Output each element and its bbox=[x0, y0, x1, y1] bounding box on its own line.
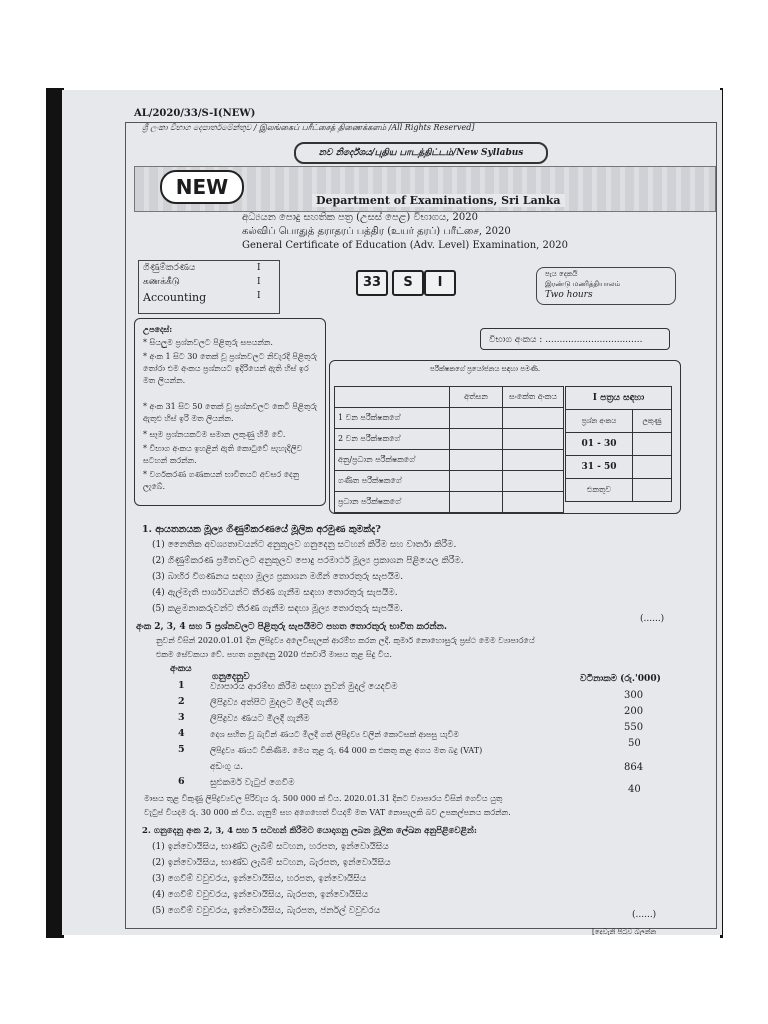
section-intro-2: එකම සේවකයා වේ. පහත ගනුදෙනු 2020 ජනවාරි මාසය තුළ සිදු විය. bbox=[156, 650, 392, 659]
q2-answer-blank: (......) bbox=[632, 910, 657, 920]
instructions-title: උපදෙස්: bbox=[143, 324, 173, 334]
subject-mark-3: I bbox=[257, 291, 261, 301]
txn-value: 300 bbox=[624, 690, 644, 701]
section-note-2: වැටුප් වියදම රු. 30 000 ක් විය. ගැනුම් සහ අගෙහෙත් වියදම් මත VAT නොසැලකි බව උපකල්පනය කරන්න. bbox=[144, 808, 511, 817]
syllabus-badge: නව නිර්දේශය/புதிய பாடத்திட்டம்/New Syllabus bbox=[294, 142, 548, 164]
q1-option: (5) කළමනාකරුවන්ට තීරණ ගැනීම සඳහා මූල්‍ය තොරතුරු සැපයීම. bbox=[152, 604, 403, 614]
instruction-item: * වර්ගකරණ ගණකයන් භාවිතයට අවසර දෙනු ලැබේ. bbox=[143, 470, 300, 491]
q2-option: (1) ඉන්වොයිසිය, භාණ්ඩ ලැබීම් සටහන, හරපත, ඉන්වොයිසිය bbox=[152, 842, 389, 852]
subject-mark-2: I bbox=[257, 277, 261, 287]
txn-value: 40 bbox=[628, 784, 641, 795]
subject-code-box: 33 bbox=[356, 270, 388, 296]
rights-line: ශ්‍රී ලංකා විභාග දෙපාර්තමේන්තුව / இலங்கைப் பரீட்சைத் திணைக்களம் /All Rights Reserved] bbox=[142, 123, 475, 132]
exam-title-tamil: கல்விப் பொதுத் தராதரப் பத்திர (உயர் தரப்) பரீட்சை, 2020 bbox=[242, 226, 511, 237]
instructions-box bbox=[134, 318, 326, 506]
txn-no: 3 bbox=[178, 712, 185, 723]
txn-value: 50 bbox=[628, 738, 641, 749]
new-badge: NEW bbox=[160, 170, 244, 204]
exam-title-english: General Certificate of Education (Adv. Level) Examination, 2020 bbox=[242, 240, 568, 251]
txn-value: 864 bbox=[624, 762, 644, 773]
exam-paper bbox=[62, 90, 722, 935]
subject-box bbox=[138, 260, 280, 314]
medium-code-box: S bbox=[392, 270, 424, 296]
section-heading: අංක 2, 3, 4 සහ 5 ප්‍රශ්නවලට පිළිතුරු සැපයීමට පහත තොරතුරු භාවිත කරන්න. bbox=[136, 622, 447, 632]
txn-text: ලිපිද්‍රව්‍ය ණයට විකිණීම. මෙය තුළ රු. 64 000 ක එකතු කළ අගය මත බදු (VAT) bbox=[210, 746, 483, 755]
part-row-range: 31 - 50 bbox=[566, 456, 633, 479]
part-row-range: 01 - 30 bbox=[566, 433, 633, 456]
part-col-marks: ලකුණු bbox=[633, 410, 672, 433]
txn-no: 5 bbox=[178, 744, 185, 755]
duration-tamil: இரண்டு மணித்தியாலம் bbox=[545, 280, 621, 288]
section-note-1: මාසය තුළ විකුණූ ලිපිද්‍රව්‍යවල පිරිවැය රු. 500 000 ක් විය. 2020.01.31 දිනට ව්‍යාපාරය විසින් ගෙවිය යුතු bbox=[144, 794, 503, 803]
examiner-row: ප්‍රධාන පරීක්ෂකගේ bbox=[335, 492, 450, 513]
txn-text: ව්‍යාපාරය ආරම්භ කිරීම සඳහා නුවන් මුදල් යෙදවීම bbox=[210, 682, 398, 692]
txn-text: සුළුකර්ම වැටුප් ගෙවීම bbox=[210, 778, 295, 788]
q1-option: (1) නෛතික අවශ්‍යතාවයන්ට අනුකූලව ගනුදෙනු සටහන් කිරීම සහ වාර්තා කිරීම. bbox=[152, 540, 457, 550]
txn-value: 200 bbox=[624, 706, 644, 717]
subject-english: Accounting bbox=[143, 291, 207, 304]
paper-code: AL/2020/33/S-I(NEW) bbox=[134, 108, 256, 119]
examiner-row: ගණිත පරීක්ෂකගේ bbox=[335, 471, 450, 492]
txn-text: ලිපිද්‍රව්‍ය ණයට මිලදී ගැනීම bbox=[210, 714, 310, 724]
q2-option: (4) ගෙවීම් වවුචරය, ඉන්වොයිසිය, බැරපත, ඉන්වොයිසිය bbox=[152, 890, 369, 900]
part-one-title: I පත්‍රය සඳහා bbox=[566, 387, 672, 410]
txn-text: දෙශ සහිත වූ බැවින් ණයට මිලදී ගත් ලිපිද්‍රව්‍ය වලින් කොටසක් ආපසු යැවීම bbox=[210, 730, 460, 739]
q1-option: (4) ඇල්මැති පාර්ශවයන්ට තීරණ ගැනීම සඳහා තොරතුරු සැපයීම. bbox=[152, 588, 398, 598]
index-number-box: විභාග අංකය : .................................. bbox=[480, 328, 670, 350]
txn-value: 550 bbox=[624, 722, 644, 733]
txn-text: අඩංගු ය. bbox=[210, 762, 244, 772]
txn-text: ලිපිද්‍රව්‍ය අත්පිට මුදලට මිලදී ගැනීම bbox=[210, 698, 339, 708]
txn-no: 4 bbox=[178, 728, 185, 739]
exam-title-sinhala: අධ්‍යයන පොදු සහතික පත්‍ර (උසස් පෙළ) විභාගය, 2020 bbox=[242, 212, 478, 223]
examiner-row: අනු/ප්‍රධාන පරීක්ෂකගේ bbox=[335, 450, 450, 471]
duration-sinhala: පැය දෙකයි bbox=[545, 270, 578, 278]
examiner-col-code: සංකේත අංකය bbox=[503, 387, 564, 408]
instruction-item: * සෑම ප්‍රශ්නයකටම සමාන ලකුණු හිමි වේ. bbox=[143, 430, 286, 439]
examiner-col-role bbox=[335, 387, 450, 408]
col-header-value: වටිනාකම (රු.'000) bbox=[580, 674, 661, 684]
q1-answer-blank: (......) bbox=[640, 614, 665, 624]
txn-no: 2 bbox=[178, 696, 185, 707]
index-number-label: විභාග අංකය : bbox=[489, 335, 543, 345]
q2-option: (5) ගෙවීම් වවුචරය, ඉන්වොයිසිය, බැරපත, ජර්නල් වවුචරය bbox=[152, 906, 381, 916]
txn-no: 1 bbox=[178, 680, 185, 691]
instruction-item: * අංක 1 සිට 30 තෙක් වූ ප්‍රශ්නවලට නිවැරදි පිළිතුරු තෝරා එම අංකය ප්‍රශ්නයට ඉදිරියෙන් ඇති හිස් ඉර මත ලියන්න. bbox=[143, 352, 318, 385]
q1-option: (3) බාහිර විගණනය සඳහා මූල්‍ය ප්‍රකාශන මගින් තොරතුරු සැපයීම. bbox=[152, 572, 404, 582]
instruction-item: * විභාග අංකය ඉහළින් ඇති කොටුවේ පැහැදිලිව සටහන් කරන්න. bbox=[143, 444, 303, 465]
duration-english: Two hours bbox=[545, 290, 593, 300]
question-1-stem: 1. ආයතනයක මූල්‍ය ගිණුම්කරණයේ මූලික අරමුණ කුමක්ද? bbox=[142, 524, 381, 535]
examiner-col-sign: අත්සන bbox=[450, 387, 503, 408]
col-header-no: අංකය bbox=[170, 664, 192, 674]
examiner-row: 1 වන පරීක්ෂකගේ bbox=[335, 408, 450, 429]
part-col-question: ප්‍රශ්න අංකය bbox=[566, 410, 633, 433]
question-2-stem: 2. ගනුදෙනු අංක 2, 3, 4 සහ 5 සටහන් කිරීමට යොදාගනු ලබන මූලික ලේඛන අනුපිළිවෙළින්: bbox=[142, 826, 477, 836]
subject-tamil: கணக்கீடு bbox=[143, 277, 180, 287]
next-page-note: [දෙවැනි පිටුව බලන්න bbox=[592, 928, 657, 935]
instruction-item: * සියලුම ප්‍රශ්නවලට පිළිතුරු සපයන්න. bbox=[143, 338, 273, 347]
part-code-box: I bbox=[424, 270, 456, 296]
subject-mark-1: I bbox=[257, 263, 261, 273]
subject-sinhala: ගිණුම්කරණය bbox=[143, 263, 196, 273]
examiner-row: 2 වන පරීක්ෂකගේ bbox=[335, 429, 450, 450]
part-one-table bbox=[565, 386, 672, 502]
instruction-item: * අංක 31 සිට 50 තෙක් වූ ප්‍රශ්නවලට කෙටි පිළිතුරු ඇතුළු හිස් ඉරි මත ලියන්න. bbox=[143, 402, 318, 423]
examiner-use-title: පරීක්ෂකගේ ප්‍රයෝජනය සඳහා පමණි. bbox=[430, 365, 541, 373]
q2-option: (2) ඉන්වොයිසිය, භාණ්ඩ ලැබීම් සටහන, බැරපත, ඉන්වොයිසිය bbox=[152, 858, 391, 868]
txn-no: 6 bbox=[178, 776, 185, 787]
section-intro-1: නුවන් විසින් 2020.01.01 දින ලිපිද්‍රව්‍ය අලෙවිසැලක් ආරම්භ කරන ලදී. කුමාර් නොහොසුරු ප්‍රස්ථ මෙම ව්‍යාපාරයේ bbox=[156, 636, 535, 645]
q1-option: (2) ගිණුම්කරණ ප්‍රමිතවලට අනුකූලව පොදු පරමාර්ථ මූල්‍ය ප්‍රකාශන පිළියෙල කිරීම. bbox=[152, 556, 464, 566]
duration-box bbox=[536, 267, 676, 305]
q2-option: (3) ගෙවීම් වවුචරය, ඉන්වොයිසිය, හරපත, ඉන්වොයිසිය bbox=[152, 874, 367, 884]
department-title: Department of Examinations, Sri Lanka bbox=[312, 194, 565, 207]
part-row-total: එකතුව bbox=[566, 479, 633, 502]
examiner-table bbox=[334, 386, 564, 513]
col-header-transaction: ගනුදෙනුව bbox=[212, 672, 250, 682]
